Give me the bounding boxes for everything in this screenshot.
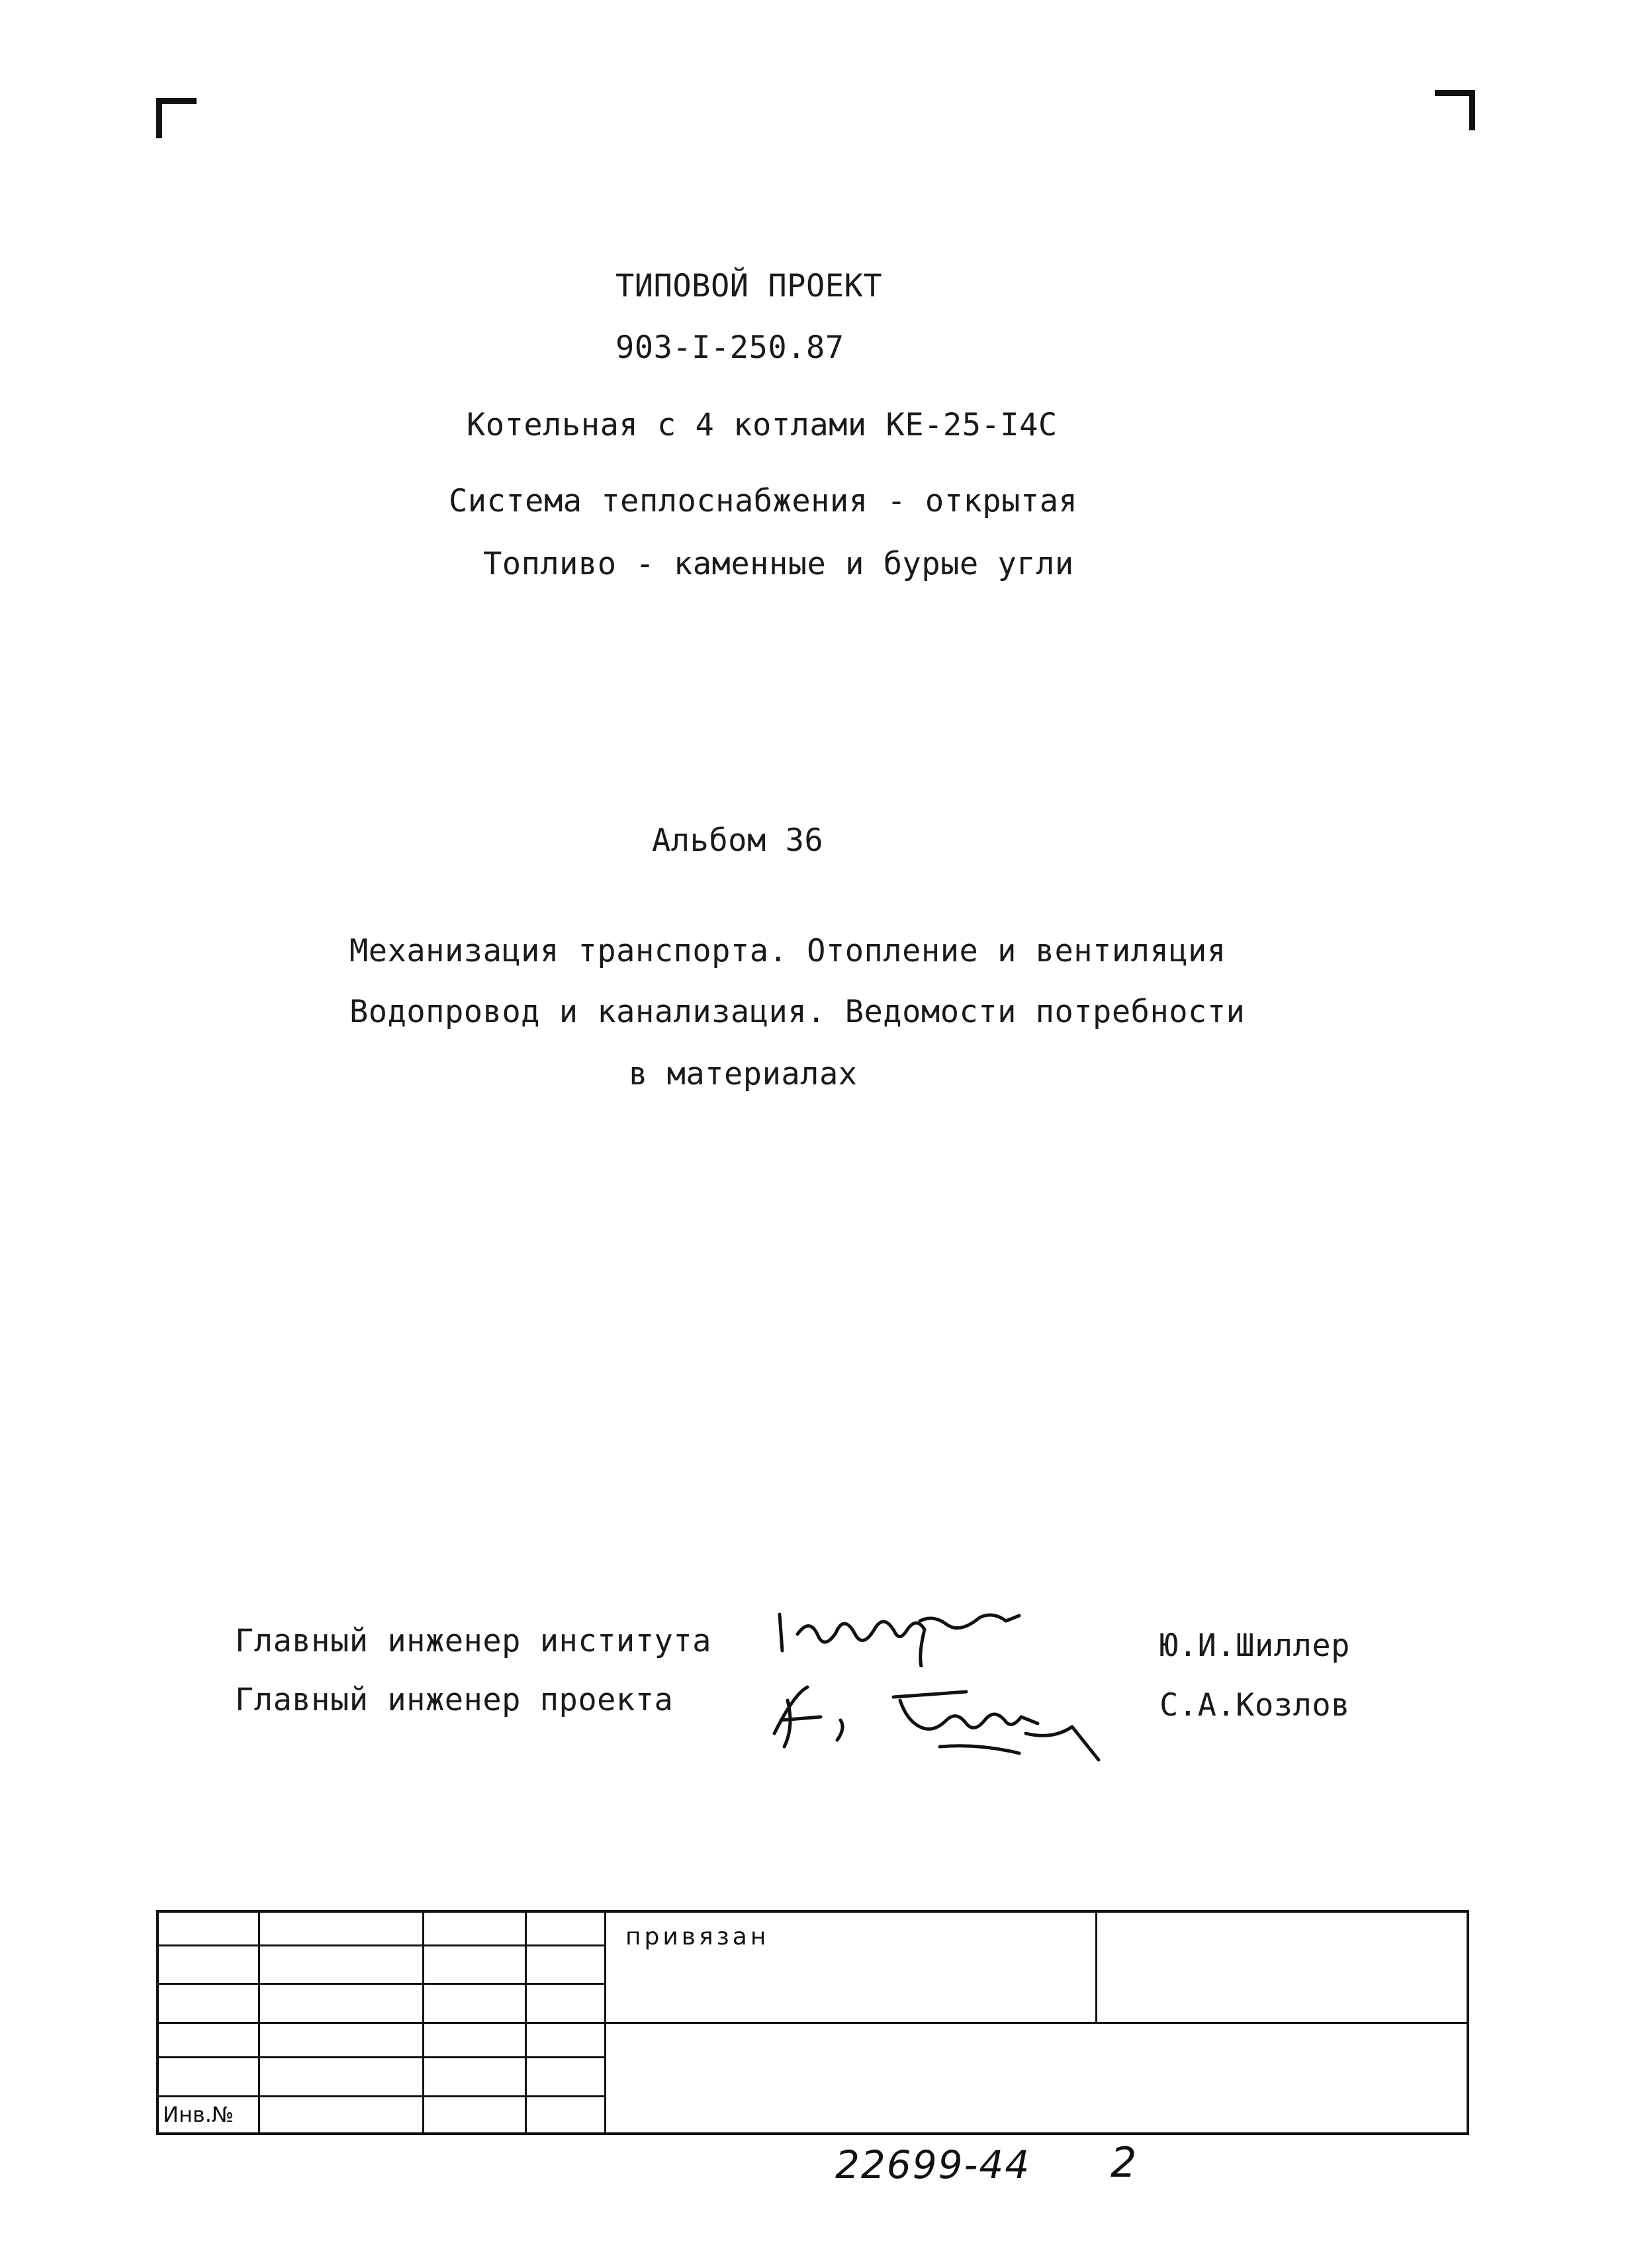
grid-line <box>159 2022 604 2024</box>
grid-line <box>1095 1913 1097 2024</box>
sheet-number: 2 <box>1111 2138 1137 2187</box>
grid-line <box>604 2022 1469 2024</box>
grid-line <box>159 2095 604 2097</box>
description-line-3: Топливо - каменные и бурые угли <box>483 546 1074 582</box>
signature-2 <box>761 1661 1145 1766</box>
corner-mark-top-right <box>1435 90 1475 130</box>
grid-line <box>159 2056 604 2058</box>
description-line-2: Система теплоснабжения - открытая <box>449 483 1078 519</box>
signatory-name-2: С.А.Козлов <box>1159 1687 1350 1723</box>
album-content-line-1: Механизация транспорта. Отопление и вентиляция <box>349 933 1226 969</box>
album-content-line-3: в материалах <box>629 1056 858 1092</box>
signatory-role-2: Главный инженер проекта <box>235 1682 674 1718</box>
project-number: 903-I-250.87 <box>615 329 844 366</box>
description-line-1: Котельная с 4 котлами КЕ-25-I4С <box>467 407 1058 443</box>
album-content-line-2: Водопровод и канализация. Ведомости потребности <box>349 994 1246 1030</box>
signature-1 <box>768 1594 1072 1667</box>
signatory-name-1: Ю.И.Шиллер <box>1159 1628 1350 1664</box>
signatory-role-1: Главный инженер института <box>235 1623 711 1659</box>
title-block-table <box>156 1910 1469 2135</box>
grid-line <box>604 1913 606 2135</box>
archive-number: 22699-44 <box>835 2142 1031 2187</box>
bound-label: привязан <box>625 1923 770 1950</box>
inventory-label: Инв.№ <box>163 2102 234 2127</box>
album-title: Альбом 36 <box>652 822 824 859</box>
grid-line <box>159 1983 604 1985</box>
corner-mark-top-left <box>156 98 197 138</box>
grid-line <box>159 1944 604 1946</box>
doc-type-heading: ТИПОВОЙ ПРОЕКТ <box>615 268 883 304</box>
